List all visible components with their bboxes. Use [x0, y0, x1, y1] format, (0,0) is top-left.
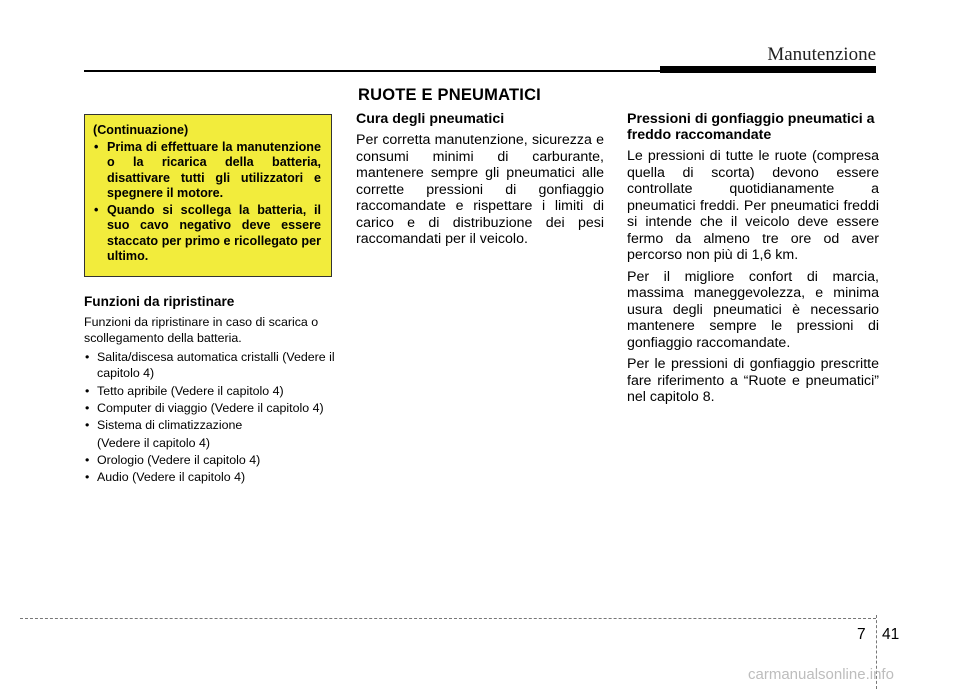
tire-pressure-paragraph: Per le pressioni di gonfiaggio prescritte fare riferimento a “Ruote e pneumatici” nel capitolo 8.: [627, 356, 879, 405]
list-item: • Computer di viaggio (Vedere il capitolo 4): [84, 400, 338, 416]
note-box: [84, 114, 332, 277]
note-item: • Quando si scollega la batteria, il suo cavo negativo deve essere staccato per primo e ricollegato per ultimo.: [93, 203, 321, 265]
chapter-number: 7: [857, 626, 866, 643]
list-item-continuation: (Vedere il capitolo 4): [97, 435, 210, 450]
middle-column: [356, 111, 604, 253]
footer-rule: [20, 618, 876, 619]
right-column: [627, 111, 879, 411]
section-title: RUOTE E PNEUMATICI: [358, 86, 541, 104]
tire-pressure-heading: Pressioni di gonfiaggio pneumatici a freddo raccomandate: [627, 111, 875, 143]
page-number: 41: [882, 626, 900, 643]
list-item: • Salita/discesa automatica cristalli (Vedere il capitolo 4): [84, 349, 338, 381]
list-item: • Orologio (Vedere il capitolo 4): [84, 452, 338, 468]
restore-functions-list: [84, 349, 338, 486]
list-item: [84, 417, 338, 450]
watermark: carmanualsonline.info: [748, 666, 894, 683]
tire-care-paragraph: Per corretta manutenzione, sicurezza e consumi minimi di carburante, mantenere sempre gli pneumatici alle corrette pressioni di gonfiaggio raccomandate e rispettare i limiti di carico e di distribuzione dei pesi raccomandati per il veicolo.: [356, 132, 604, 247]
tire-pressure-paragraph: Le pressioni di tutte le ruote (compresa quella di scorta) devono essere controllate quotidianamente a pneumatici freddi. Per pneumatici freddi si intende che il veicolo deve essere fermo da almeno tre ore od aver percorso non più di 1,6 km.: [627, 148, 879, 263]
note-box-title: (Continuazione): [93, 123, 189, 137]
left-column: [84, 294, 338, 487]
header-rule-accent: [660, 66, 876, 73]
restore-functions-heading: Funzioni da ripristinare: [84, 294, 235, 309]
note-box-list: [93, 140, 321, 265]
header-title: Manutenzione: [767, 44, 876, 65]
list-item: • Tetto apribile (Vedere il capitolo 4): [84, 383, 338, 399]
restore-functions-intro: Funzioni da ripristinare in caso di scarica o scollegamento della batteria.: [84, 315, 319, 345]
note-item: • Prima di effettuare la manutenzione o la ricarica della batteria, disattivare tutti gli utilizzatori e spegnere il motore.: [93, 140, 321, 202]
list-item-text: • Sistema di climatizzazione: [97, 418, 243, 433]
tire-pressure-paragraph: Per il migliore confort di marcia, massima maneggevolezza, e minima usura degli pneumatici è necessario mantenere sempre le pressioni di gonfiaggio raccomandate.: [627, 268, 879, 351]
tire-care-heading: Cura degli pneumatici: [356, 111, 505, 127]
header-rule: [84, 70, 660, 72]
list-item: • Audio (Vedere il capitolo 4): [84, 469, 338, 485]
